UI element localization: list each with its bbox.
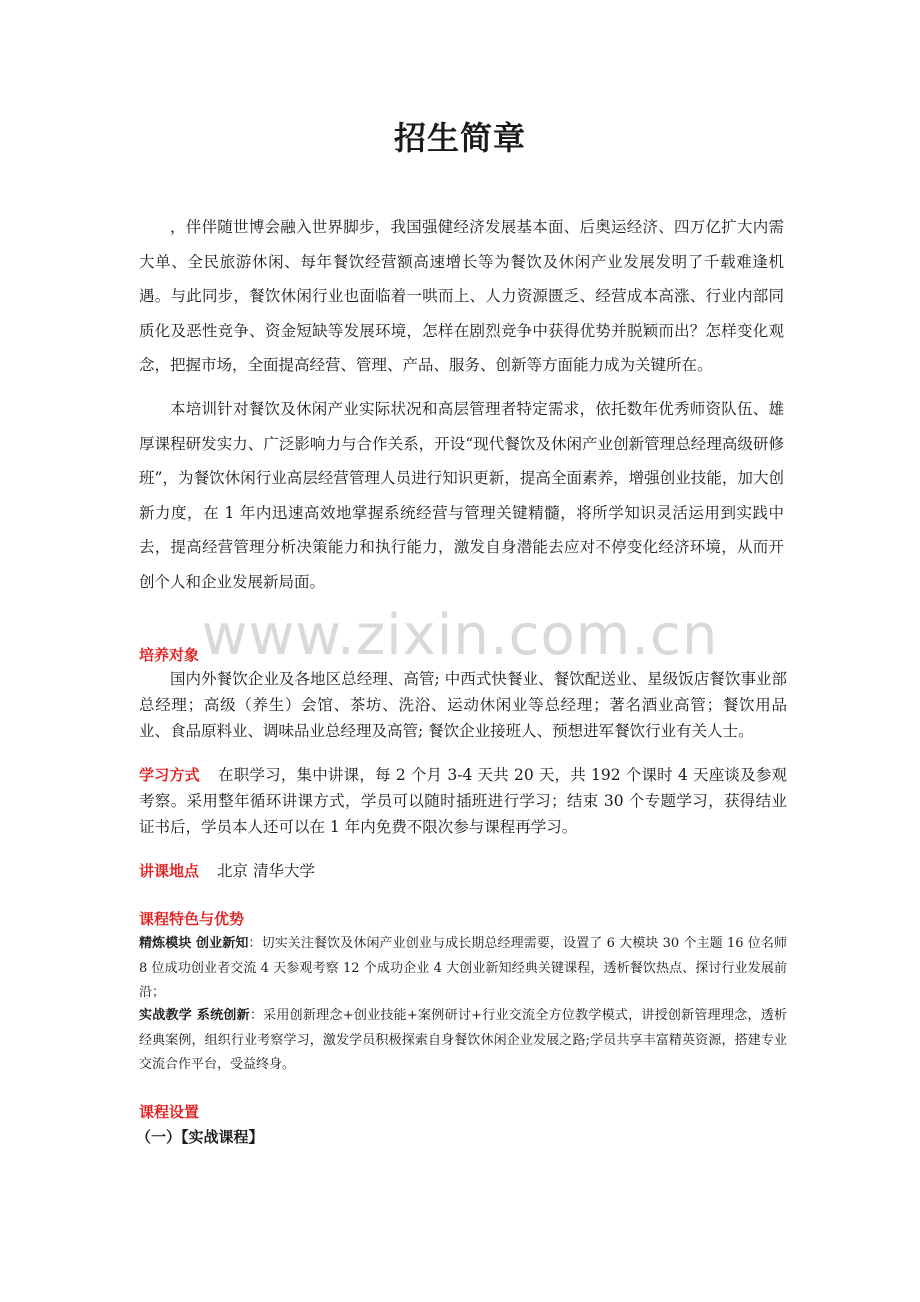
feature-lead: 精炼模块 创业新知 <box>139 936 249 951</box>
section-heading-courses: 课程设置 <box>139 1103 200 1121</box>
feature-item <box>139 1004 787 1078</box>
target-description: 国内外餐饮企业及各地区总经理、高管; 中西式快餐业、餐饮配送业、星级饭店餐饮事业部总经理；高级（养生）会馆、茶坊、洗浴、运动休闲业等总经理；著名酒业高管；餐饮用品业、食品原料业、调味品业总经理及高管; 餐饮企业接班人、预想进军餐饮行业有关人士。 <box>139 670 787 740</box>
intro-paragraph-2: 本培训针对餐饮及休闲产业实际状况和高层管理者特定需求，依托数年优秀师资队伍、雄厚课程研发实力、广泛影响力与合作关系，开设“现代餐饮及休闲产业创新管理总经理高级研修班”，为餐饮休闲行业高层经营管理人员进行知识更新，提高全面素养，增强创业技能，加大创新力度，在 1 年内迅速高效地掌握系统经营与管理关键精髓，将所学知识灵活运用到实践中去，提高经营管理分析决策能力和执行能力，激发自身潜能去应对不停变化经济环境，从而开创个人和企业发展新局面。 <box>139 400 784 591</box>
section-location <box>139 858 787 884</box>
section-learning-method <box>139 762 787 840</box>
page-title: 招生简章 <box>393 119 526 157</box>
feature-text: ：切实关注餐饮及休闲产业创业与成长期总经理需要，设置了 6 大模块 30 个主题 16 位名师 8 位成功创业者交流 4 天参观考察 12 个成功企业 4 大创业新知经典关键课程，透析餐饮热点、探讨行业发展前沿； <box>139 936 787 1000</box>
method-description: 在职学习，集中讲课，每 2 个月 3-4 天共 20 天，共 192 个课时 4 天座谈及参观考察。采用整年循环讲课方式，学员可以随时插班进行学习；结束 30 个专题学习，获得结业证书后，学员本人还可以在 1 年内免费不限次参与课程再学习。 <box>139 766 787 836</box>
watermark: www.zixin.com.cn <box>201 603 719 668</box>
feature-lead: 实战教学 系统创新 <box>139 1008 250 1023</box>
section-heading-method: 学习方式 <box>139 766 200 784</box>
section-heading-location: 讲课地点 <box>139 862 200 880</box>
location-text: 北京 清华大学 <box>217 862 315 880</box>
section-heading-target: 培养对象 <box>139 646 200 664</box>
section-heading-features: 课程特色与优势 <box>139 910 245 928</box>
course-subheading: （一）【实战课程】 <box>136 1128 264 1146</box>
feature-item <box>139 932 787 1006</box>
feature-text: ：采用创新理念+创业技能+案例研讨+行业交流全方位教学模式，讲授创新管理理念，透析经典案例，组织行业考察学习，激发学员积极探索自身餐饮休闲企业发展之路;学员共享丰富精英资源，搭建专业交流合作平台，受益终身。 <box>139 1008 787 1072</box>
intro-paragraph-1: ，伴伴随世博会融入世界脚步，我国强健经济发展基本面、后奥运经济、四万亿扩大内需大单、全民旅游休闲、每年餐饮经营额高速增长等为餐饮及休闲产业发展发明了千载难逢机遇。与此同步，餐饮休闲行业也面临着一哄而上、人力资源匮乏、经营成本高涨、行业内部同质化及恶性竞争、资金短缺等发展环境，怎样在剧烈竞争中获得优势并脱颖而出？怎样变化观念，把握市场，全面提高经营、管理、产品、服务、创新等方面能力成为关键所在。 <box>139 218 784 374</box>
